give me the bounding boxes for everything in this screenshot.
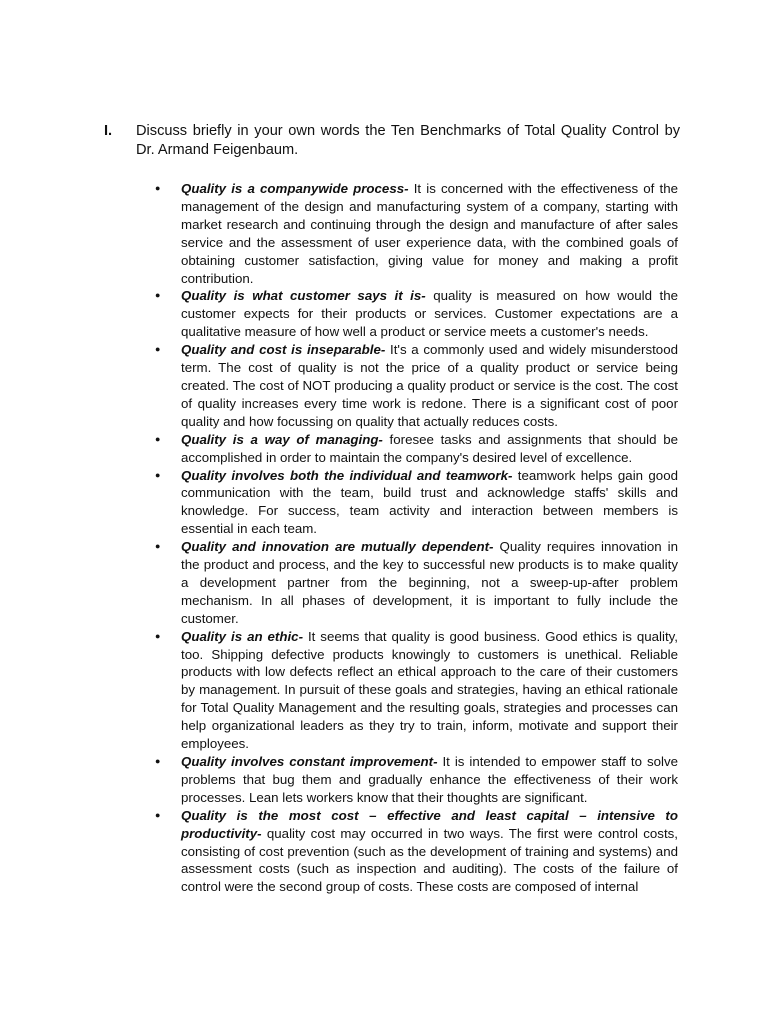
list-item-text xyxy=(181,753,678,807)
benchmark-body: quality cost may occurred in two ways. The first were control costs, consisting of cost prevention (such as the development of training and systems) and assessment costs (such as inspection and auditing). The costs of the failure of control were the second group of costs. These costs are composed of internal xyxy=(181,825,678,895)
list-item xyxy=(152,431,678,467)
list-item-text xyxy=(181,807,678,897)
benchmark-heading: Quality and cost is inseparable- xyxy=(181,342,386,358)
list-item xyxy=(152,287,678,341)
list-item xyxy=(152,341,678,431)
bullet-icon: ● xyxy=(155,183,161,193)
question-number: I. xyxy=(104,123,113,139)
list-item xyxy=(152,753,678,807)
benchmark-heading: Quality and innovation are mutually dependent- xyxy=(181,539,494,555)
benchmark-heading: Quality involves both the individual and teamwork- xyxy=(181,467,513,483)
benchmark-body: It's a commonly used and widely misunderstood term. The cost of quality is not the price of a quality product or service being created. The cost of NOT producing a quality product or service is the cost. The cost of quality increases every time work is redone. There is a significant cost of poor quality and how focussing on quality that actually reduces costs. xyxy=(181,342,678,429)
benchmark-list xyxy=(152,180,678,896)
list-item-text xyxy=(181,431,678,467)
question-heading xyxy=(104,122,680,160)
list-item-text xyxy=(181,538,678,628)
bullet-icon: ● xyxy=(155,433,161,444)
benchmark-body: It is concerned with the effectiveness of the management of the design and manufacturing system of a company, starting with market research and continuing through the design and manufacture of after sales service and the assessment of user experience data, with the combined goals of obtaining customer satisfaction, giving value for money and making a profit contribution. xyxy=(181,181,678,286)
benchmark-body: foresee tasks and assignments that should be accomplished in order to maintain the company's desired level of excellence. xyxy=(181,431,679,465)
list-item-text xyxy=(181,628,678,753)
benchmark-body: It is intended to empower staff to solve problems that bug them and gradually enhance the effectiveness of their work processes. Lean lets workers know that their thoughts are significant. xyxy=(181,754,679,805)
question-text: Discuss briefly in your own words the Ten Benchmarks of Total Quality Control by Dr. Armand Feigenbaum. xyxy=(136,123,680,158)
benchmark-body: Quality requires innovation in the product and process, and the key to successful new products is to make quality a development partner from the beginning, not a sweep-up-after problem mechanism. In all phases of development, it is important to fully include the customer. xyxy=(181,539,678,626)
benchmark-heading: Quality is a way of managing- xyxy=(181,431,383,447)
benchmark-heading: Quality involves constant improvement- xyxy=(181,754,438,769)
list-item xyxy=(152,180,678,287)
list-item-text xyxy=(181,341,678,431)
benchmark-body: quality is measured on how would the customer expects for their products or services. Customer expectations are a qualitative measure of how well a product or service meets a customer's needs. xyxy=(181,288,678,340)
benchmark-body: It seems that quality is good business. Good ethics is quality, too. Shipping defective products knowingly to customers is unethical. Reliable products with low defects reflect an ethical approach to the care of their customers by management. In pursuit of these goals and strategies, having an ethical rationale for Total Quality Management and the resulting goals, strategies and processes can help organizational leaders as they try to train, inform, motivate and support their employees. xyxy=(181,628,678,752)
benchmark-heading: Quality is a companywide process- xyxy=(181,181,409,196)
benchmark-body: teamwork helps gain good communication with the team, build trust and acknowledge staffs' skills and knowledge. For success, team activity and interaction between members is essential in each team. xyxy=(181,467,678,537)
list-item-text xyxy=(181,287,678,341)
benchmark-heading: Quality is an ethic- xyxy=(181,628,303,644)
bullet-icon: ● xyxy=(155,630,161,641)
bullet-icon: ● xyxy=(155,290,161,301)
benchmark-heading: Quality is the most cost – effective and least capital – intensive to productivity- xyxy=(181,807,678,841)
bullet-icon: ● xyxy=(155,541,161,552)
bullet-icon: ● xyxy=(155,344,161,355)
list-item-text xyxy=(181,467,678,539)
list-item xyxy=(152,807,678,897)
bullet-icon: ● xyxy=(155,756,161,766)
list-item xyxy=(152,538,678,628)
bullet-icon: ● xyxy=(155,469,161,480)
benchmark-heading: Quality is what customer says it is- xyxy=(181,288,426,304)
list-item xyxy=(152,467,678,539)
list-item-text xyxy=(181,180,678,287)
list-item xyxy=(152,628,678,753)
bullet-icon: ● xyxy=(155,809,161,820)
